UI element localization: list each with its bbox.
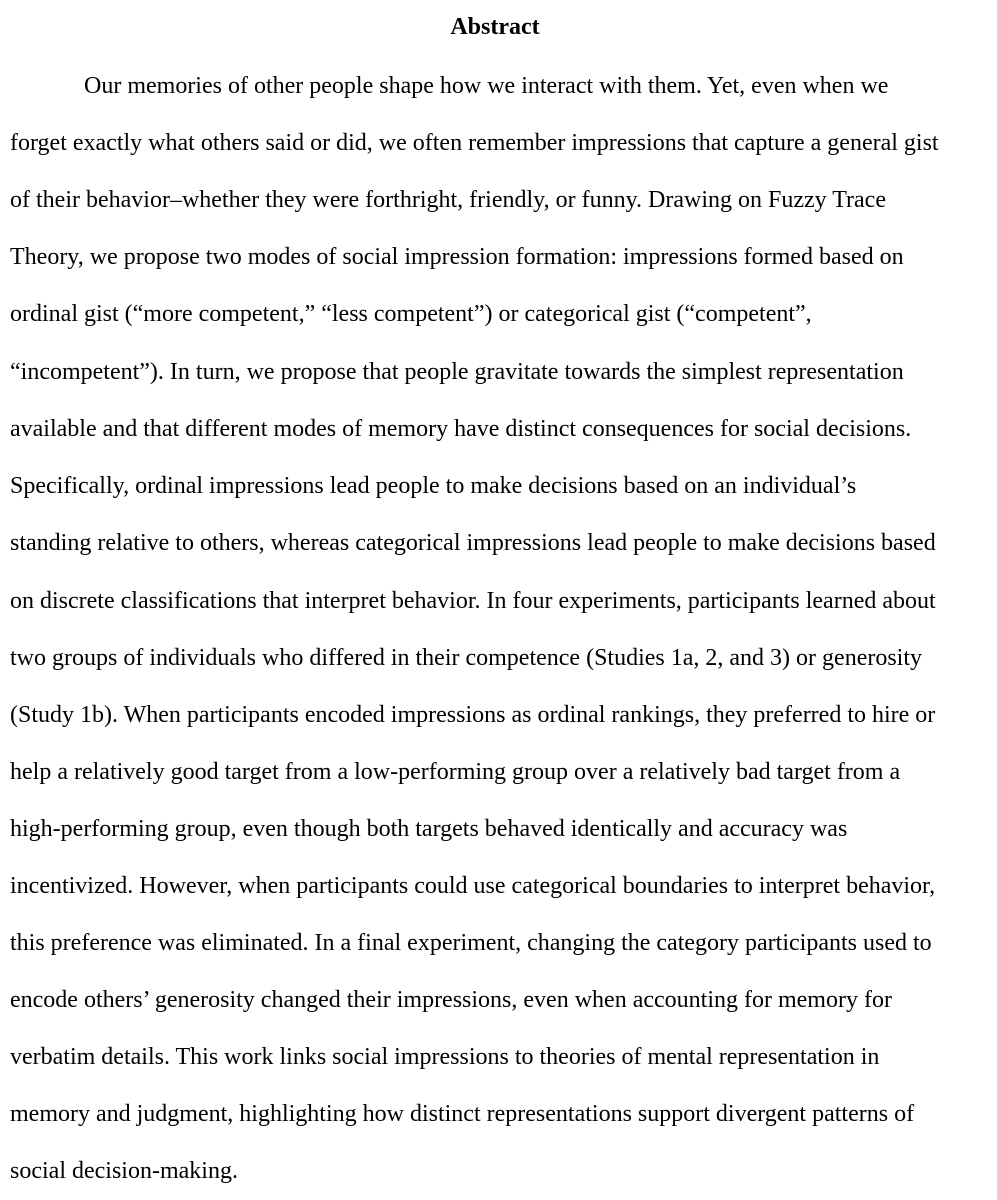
abstract-heading: Abstract [450, 14, 540, 40]
abstract-line: of their behavior–whether they were forthright, friendly, or funny. Drawing on Fuzzy Trace [10, 187, 886, 213]
abstract-line: incentivized. However, when participants could use categorical boundaries to interpret behavior, [10, 873, 936, 899]
abstract-line: (Study 1b). When participants encoded impressions as ordinal rankings, they preferred to hire or [10, 702, 936, 728]
abstract-line: “incompetent”). In turn, we propose that people gravitate towards the simplest representation [10, 359, 904, 385]
abstract-line: this preference was eliminated. In a final experiment, changing the category participants used to [10, 930, 932, 956]
abstract-line: help a relatively good target from a low-performing group over a relatively bad target from a [10, 759, 901, 785]
abstract-line: high-performing group, even though both targets behaved identically and accuracy was [10, 816, 848, 842]
abstract-line: social decision-making. [10, 1158, 238, 1184]
abstract-line: Theory, we propose two modes of social impression formation: impressions formed based on [10, 244, 904, 270]
abstract-line: available and that different modes of memory have distinct consequences for social decisions. [10, 416, 912, 442]
abstract-line: Specifically, ordinal impressions lead people to make decisions based on an individual’s [10, 473, 857, 499]
abstract-line: forget exactly what others said or did, we often remember impressions that capture a general gist [10, 130, 939, 156]
abstract-line: encode others’ generosity changed their impressions, even when accounting for memory for [10, 987, 892, 1013]
abstract-line: two groups of individuals who differed in their competence (Studies 1a, 2, and 3) or generosity [10, 645, 923, 671]
abstract-line: verbatim details. This work links social impressions to theories of mental representation in [10, 1044, 880, 1070]
abstract-line: standing relative to others, whereas categorical impressions lead people to make decisions based [10, 530, 936, 556]
abstract-line: Our memories of other people shape how we interact with them. Yet, even when we [84, 73, 889, 99]
abstract-line: on discrete classifications that interpret behavior. In four experiments, participants learned about [10, 588, 936, 614]
abstract-line: ordinal gist (“more competent,” “less competent”) or categorical gist (“competent”, [10, 301, 812, 327]
abstract-line: memory and judgment, highlighting how distinct representations support divergent patterns of [10, 1101, 915, 1127]
